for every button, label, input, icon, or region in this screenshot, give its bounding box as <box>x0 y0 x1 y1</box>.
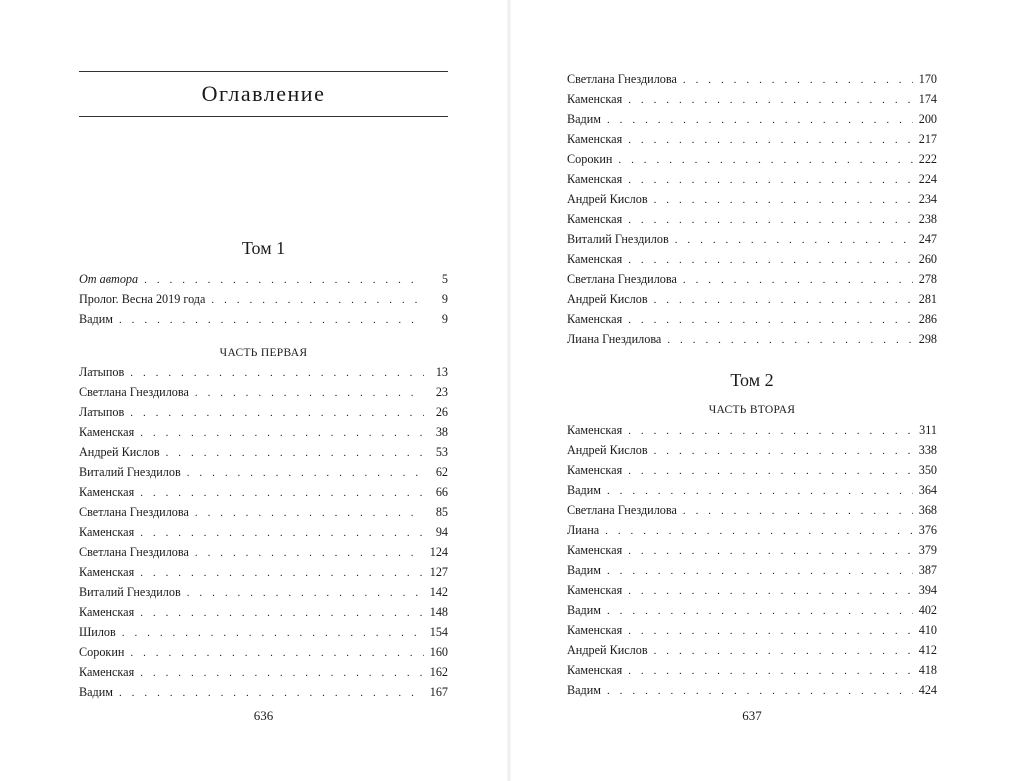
toc-entry-title: Каменская <box>567 580 628 600</box>
toc-entry <box>567 620 937 640</box>
toc-entry-title: Сорокин <box>79 642 130 662</box>
toc-entry <box>567 229 937 249</box>
toc-leader-dots <box>628 90 913 109</box>
toc-entry-title: Андрей Кислов <box>567 440 654 460</box>
toc-leader-dots <box>130 363 424 382</box>
toc-leader-dots <box>187 583 424 602</box>
toc-entry-page: 402 <box>918 603 937 617</box>
toc-leader-dots <box>683 70 913 89</box>
toc-leader-dots <box>211 290 424 309</box>
toc-entry <box>567 329 937 349</box>
title-rule-top <box>79 71 448 72</box>
toc-leader-dots <box>195 543 424 562</box>
toc-leader-dots <box>628 170 913 189</box>
toc-entry-title: Светлана Гнездилова <box>79 542 195 562</box>
toc-entry <box>79 402 448 422</box>
toc-entry-page: 85 <box>435 505 448 519</box>
toc-entry <box>567 500 937 520</box>
toc-entry-title: Виталий Гнездилов <box>79 462 187 482</box>
toc-entry-page: 424 <box>918 683 937 697</box>
toc-entry-title: Латыпов <box>79 362 130 382</box>
toc-entry <box>567 480 937 500</box>
toc-entry-title: От автора <box>79 269 144 289</box>
toc-entry-page: 224 <box>918 172 937 186</box>
toc-leader-dots <box>140 563 424 582</box>
toc-entry-page: 13 <box>435 365 448 379</box>
toc-leader-dots <box>628 250 913 269</box>
toc-entry-title: Вадим <box>79 309 119 329</box>
toc-leader-dots <box>144 270 424 289</box>
toc-entry-page: 247 <box>918 232 937 246</box>
toc-entry <box>567 69 937 89</box>
toc-intro-list <box>79 269 448 329</box>
toc-leader-dots <box>628 421 913 440</box>
toc-entry-title: Шилов <box>79 622 122 642</box>
toc-entry-page: 38 <box>435 425 448 439</box>
toc-entry <box>79 602 448 622</box>
toc-entry <box>79 309 448 329</box>
toc-entry-page: 338 <box>918 443 937 457</box>
toc-leader-dots <box>628 541 913 560</box>
toc-entry <box>79 562 448 582</box>
toc-leader-dots <box>122 623 424 642</box>
toc-entry <box>567 600 937 620</box>
toc-entry-page: 234 <box>918 192 937 206</box>
toc-entry-page: 26 <box>435 405 448 419</box>
left-page <box>79 0 448 781</box>
toc-leader-dots <box>654 290 913 309</box>
toc-entry-page: 387 <box>918 563 937 577</box>
toc-entry <box>79 662 448 682</box>
part-title-1: ЧАСТЬ ПЕРВАЯ <box>219 347 308 359</box>
toc-leader-dots <box>628 130 913 149</box>
toc-entry-title: Светлана Гнездилова <box>79 502 195 522</box>
toc-entry-title: Каменская <box>567 460 628 480</box>
toc-entry <box>567 420 937 440</box>
title-rule-bottom <box>79 116 448 117</box>
toc-entry <box>567 169 937 189</box>
toc-part-2-list <box>567 420 937 700</box>
toc-entry-title: Каменская <box>567 620 628 640</box>
toc-entry-page: 5 <box>441 272 448 286</box>
toc-entry-title: Каменская <box>567 209 628 229</box>
toc-leader-dots <box>683 501 913 520</box>
page-number-right: 637 <box>742 708 762 723</box>
toc-leader-dots <box>195 503 424 522</box>
toc-leader-dots <box>654 441 913 460</box>
toc-leader-dots <box>195 383 424 402</box>
toc-entry-title: Лиана <box>567 520 605 540</box>
toc-entry-page: 278 <box>918 272 937 286</box>
toc-entry-title: Каменская <box>567 249 628 269</box>
toc-leader-dots <box>607 601 913 620</box>
toc-entry-title: Виталий Гнездилов <box>79 582 187 602</box>
toc-leader-dots <box>654 190 913 209</box>
toc-entry-title: Светлана Гнездилова <box>567 500 683 520</box>
toc-entry-title: Светлана Гнездилова <box>79 382 195 402</box>
toc-entry-title: Вадим <box>79 682 119 702</box>
toc-entry-page: 238 <box>918 212 937 226</box>
toc-entry-page: 167 <box>429 685 448 699</box>
toc-entry <box>567 249 937 269</box>
toc-entry-page: 376 <box>918 523 937 537</box>
toc-leader-dots <box>628 581 913 600</box>
toc-entry-title: Вадим <box>567 109 607 129</box>
toc-entry-title: Каменская <box>79 662 140 682</box>
toc-leader-dots <box>628 621 913 640</box>
toc-leader-dots <box>628 661 913 680</box>
toc-entry-page: 142 <box>429 585 448 599</box>
toc-entry <box>79 482 448 502</box>
toc-entry-title: Андрей Кислов <box>567 289 654 309</box>
toc-entry <box>79 362 448 382</box>
right-page <box>567 0 937 781</box>
toc-leader-dots <box>683 270 913 289</box>
toc-entry-page: 9 <box>441 312 448 326</box>
toc-leader-dots <box>130 643 424 662</box>
toc-leader-dots <box>130 403 424 422</box>
toc-entry-title: Лиана Гнездилова <box>567 329 667 349</box>
toc-entry <box>567 269 937 289</box>
toc-entry-title: Вадим <box>567 560 607 580</box>
toc-entry-page: 66 <box>435 485 448 499</box>
toc-entry <box>79 422 448 442</box>
toc-entry <box>567 520 937 540</box>
toc-entry <box>79 522 448 542</box>
toc-entry <box>567 440 937 460</box>
toc-entry <box>79 642 448 662</box>
toc-entry-title: Каменская <box>567 540 628 560</box>
toc-entry-page: 311 <box>919 423 937 437</box>
toc-entry-title: Светлана Гнездилова <box>567 269 683 289</box>
toc-entry-page: 23 <box>435 385 448 399</box>
toc-leader-dots <box>607 681 913 700</box>
toc-entry <box>567 149 937 169</box>
toc-entry <box>567 209 937 229</box>
toc-part-1-list <box>79 362 448 702</box>
part-title-2: ЧАСТЬ ВТОРАЯ <box>708 404 796 416</box>
toc-leader-dots <box>166 443 424 462</box>
toc-entry-page: 148 <box>429 605 448 619</box>
toc-entry <box>567 680 937 700</box>
toc-entry <box>567 580 937 600</box>
toc-entry-title: Каменская <box>567 660 628 680</box>
toc-entry <box>79 502 448 522</box>
toc-entry-title: Каменская <box>79 602 140 622</box>
toc-entry-page: 94 <box>435 525 448 539</box>
toc-leader-dots <box>119 683 424 702</box>
toc-leader-dots <box>607 561 913 580</box>
toc-entry-page: 154 <box>429 625 448 639</box>
toc-entry <box>79 442 448 462</box>
toc-entry <box>567 289 937 309</box>
toc-entry <box>567 560 937 580</box>
toc-leader-dots <box>607 110 913 129</box>
toc-entry <box>79 682 448 702</box>
toc-entry-title: Вадим <box>567 480 607 500</box>
toc-leader-dots <box>618 150 913 169</box>
toc-entry-page: 127 <box>429 565 448 579</box>
toc-leader-dots <box>140 483 424 502</box>
toc-entry <box>79 582 448 602</box>
toc-entry-page: 222 <box>918 152 937 166</box>
toc-leader-dots <box>675 230 913 249</box>
toc-entry <box>567 189 937 209</box>
toc-entry <box>567 109 937 129</box>
toc-entry-title: Каменская <box>567 129 628 149</box>
toc-entry-page: 62 <box>435 465 448 479</box>
contents-title: Оглавление <box>201 81 326 106</box>
toc-entry-title: Андрей Кислов <box>567 640 654 660</box>
toc-entry-page: 170 <box>918 72 937 86</box>
toc-leader-dots <box>140 663 424 682</box>
toc-entry-title: Каменская <box>567 169 628 189</box>
toc-leader-dots <box>628 310 913 329</box>
toc-leader-dots <box>654 641 913 660</box>
toc-entry-page: 410 <box>918 623 937 637</box>
toc-entry-page: 364 <box>918 483 937 497</box>
toc-leader-dots <box>607 481 913 500</box>
toc-entry-page: 217 <box>918 132 937 146</box>
volume-title-1: Том 1 <box>241 238 286 258</box>
toc-entry-page: 281 <box>918 292 937 306</box>
toc-entry-title: Каменская <box>79 562 140 582</box>
page-number-left: 636 <box>253 708 274 723</box>
toc-leader-dots <box>187 463 424 482</box>
toc-leader-dots <box>119 310 424 329</box>
toc-entry-title: Андрей Кислов <box>567 189 654 209</box>
toc-leader-dots <box>140 523 424 542</box>
toc-leader-dots <box>628 210 913 229</box>
toc-entry-page: 286 <box>918 312 937 326</box>
toc-entry-title: Каменская <box>567 89 628 109</box>
toc-entry-title: Латыпов <box>79 402 130 422</box>
toc-entry-title: Каменская <box>567 309 628 329</box>
toc-entry <box>79 462 448 482</box>
toc-entry-page: 394 <box>918 583 937 597</box>
toc-entry <box>79 542 448 562</box>
toc-entry <box>79 289 448 309</box>
toc-entry <box>567 540 937 560</box>
toc-entry <box>567 640 937 660</box>
toc-entry-page: 162 <box>429 665 448 679</box>
toc-entry-page: 412 <box>918 643 937 657</box>
toc-entry-title: Каменская <box>567 420 628 440</box>
toc-entry-page: 350 <box>918 463 937 477</box>
toc-entry-page: 298 <box>918 332 937 346</box>
book-gutter <box>507 0 511 781</box>
toc-entry-page: 160 <box>429 645 448 659</box>
toc-entry-title: Сорокин <box>567 149 618 169</box>
toc-leader-dots <box>140 603 424 622</box>
toc-entry <box>567 89 937 109</box>
toc-leader-dots <box>628 461 913 480</box>
toc-leader-dots <box>605 521 913 540</box>
toc-leader-dots <box>140 423 424 442</box>
toc-entry-title: Каменская <box>79 522 140 542</box>
toc-entry-title: Каменская <box>79 482 140 502</box>
toc-entry <box>567 660 937 680</box>
toc-entry-page: 174 <box>918 92 937 106</box>
toc-entry-title: Пролог. Весна 2019 года <box>79 289 211 309</box>
toc-entry <box>567 460 937 480</box>
toc-entry-title: Каменская <box>79 422 140 442</box>
toc-continued-list <box>567 69 937 349</box>
toc-entry-title: Виталий Гнездилов <box>567 229 675 249</box>
toc-entry <box>79 622 448 642</box>
toc-entry-title: Вадим <box>567 680 607 700</box>
toc-entry-title: Вадим <box>567 600 607 620</box>
toc-entry-page: 53 <box>435 445 448 459</box>
toc-entry-page: 368 <box>918 503 937 517</box>
toc-entry-page: 379 <box>918 543 937 557</box>
toc-entry <box>79 382 448 402</box>
toc-entry <box>79 269 448 289</box>
toc-entry-page: 260 <box>918 252 937 266</box>
toc-entry-page: 418 <box>918 663 937 677</box>
toc-leader-dots <box>667 330 913 349</box>
toc-entry <box>567 129 937 149</box>
toc-entry-page: 124 <box>429 545 448 559</box>
toc-entry-page: 9 <box>441 292 448 306</box>
toc-entry-title: Андрей Кислов <box>79 442 166 462</box>
toc-entry-page: 200 <box>918 112 937 126</box>
toc-entry <box>567 309 937 329</box>
volume-title-2: Том 2 <box>730 370 774 390</box>
toc-entry-title: Светлана Гнездилова <box>567 69 683 89</box>
